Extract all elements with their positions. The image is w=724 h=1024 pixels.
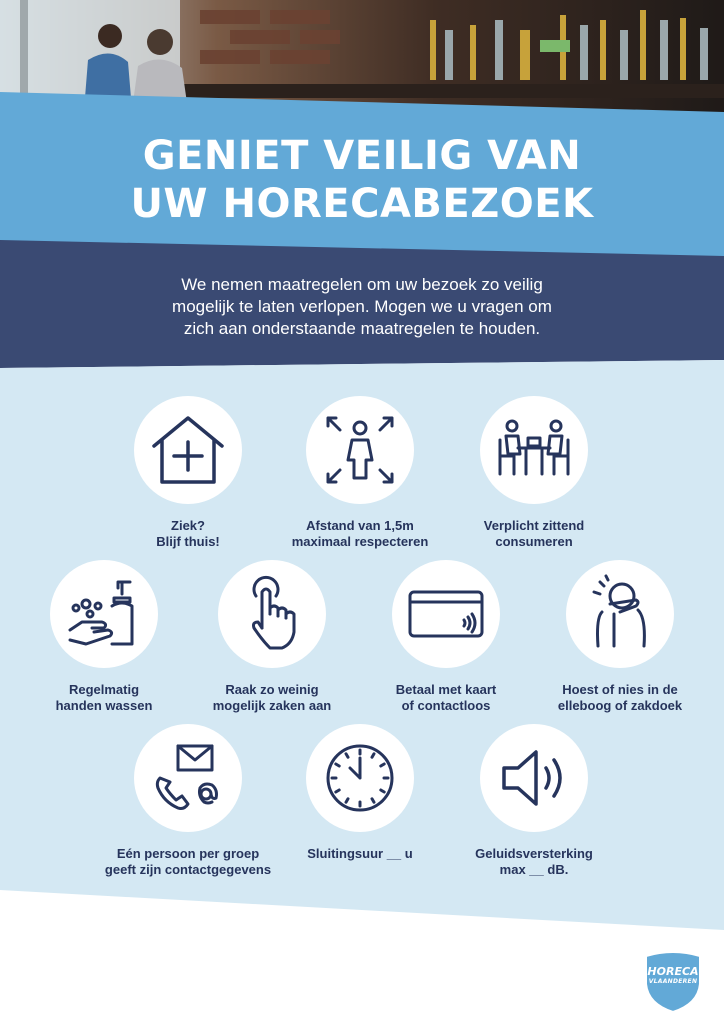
measure-icon-circle	[392, 560, 500, 668]
measure-icon-circle	[566, 560, 674, 668]
measure-touch-less	[172, 560, 372, 714]
measure-label-line: Regelmatig	[68, 682, 140, 697]
measure-label-line: Blijf thuis!	[156, 534, 220, 549]
logo-line-2: VLAANDEREN	[648, 978, 698, 985]
measure-label-line: geeft zijn contactgegevens	[104, 862, 272, 877]
clock-icon	[320, 738, 400, 818]
measure-icon-circle	[306, 724, 414, 832]
measure-contact-details	[88, 724, 288, 878]
seated-table-icon	[494, 410, 574, 490]
measure-label-line: Sluitingsuur __ u	[307, 846, 413, 861]
measure-label-line: maximaal respecteren	[291, 534, 429, 549]
intro-line-3: zich aan onderstaande maatregelen te houden.	[183, 319, 541, 338]
measure-icon-circle	[306, 396, 414, 504]
measure-icon-circle	[480, 724, 588, 832]
poster-title	[0, 132, 724, 228]
logo-line-1: HORECA	[647, 965, 699, 978]
house-cross-icon	[148, 410, 228, 490]
intro-line-1: We nemen maatregelen om uw bezoek zo veilig	[181, 275, 543, 294]
measure-label-line: Raak zo weinig	[225, 682, 319, 697]
measure-icon-circle	[134, 724, 242, 832]
measure-label-line: handen wassen	[55, 698, 153, 713]
logo-text	[640, 966, 706, 986]
finger-touch-icon	[232, 574, 312, 654]
measure-icon-circle	[218, 560, 326, 668]
payment-card-icon	[404, 574, 488, 654]
measure-label-line: Betaal met kaart	[395, 682, 497, 697]
measure-label-line: of contactloos	[401, 698, 491, 713]
intro-line-2: mogelijk te laten verlopen. Mogen we u vragen om	[172, 297, 552, 316]
hand-wash-icon	[64, 574, 144, 654]
distance-person-icon	[320, 410, 400, 490]
title-line-2: UW HORECABEZOEK	[130, 181, 594, 227]
measure-label-line: mogelijk zaken aan	[212, 698, 332, 713]
measure-distance	[260, 396, 460, 550]
measure-seated	[434, 396, 634, 550]
measure-icon-circle	[480, 396, 588, 504]
intro-text	[120, 274, 604, 340]
measure-cough-elbow	[520, 560, 720, 714]
measure-closing-time	[260, 724, 460, 862]
measure-sick-stay-home	[88, 396, 288, 550]
title-line-1: GENIET VEILIG VAN	[142, 133, 582, 179]
measure-label-line: elleboog of zakdoek	[557, 698, 683, 713]
measure-label-line: Ziek?	[171, 518, 205, 533]
measure-icon-circle	[50, 560, 158, 668]
measure-sound-level	[434, 724, 634, 878]
measure-label-line: Eén persoon per groep	[116, 846, 260, 861]
measure-label-line: Geluidsversterking	[475, 846, 593, 861]
measure-label-line: Hoest of nies in de	[562, 682, 678, 697]
measure-label-line: max __ dB.	[499, 862, 569, 877]
speaker-icon	[494, 738, 574, 818]
measure-label-line: Afstand van 1,5m	[306, 518, 414, 533]
cough-elbow-icon	[580, 574, 660, 654]
measure-label-line: consumeren	[495, 534, 573, 549]
measure-card-payment	[346, 560, 546, 714]
contact-details-icon	[148, 738, 228, 818]
measure-icon-circle	[134, 396, 242, 504]
measure-label-line: Verplicht zittend	[483, 518, 585, 533]
